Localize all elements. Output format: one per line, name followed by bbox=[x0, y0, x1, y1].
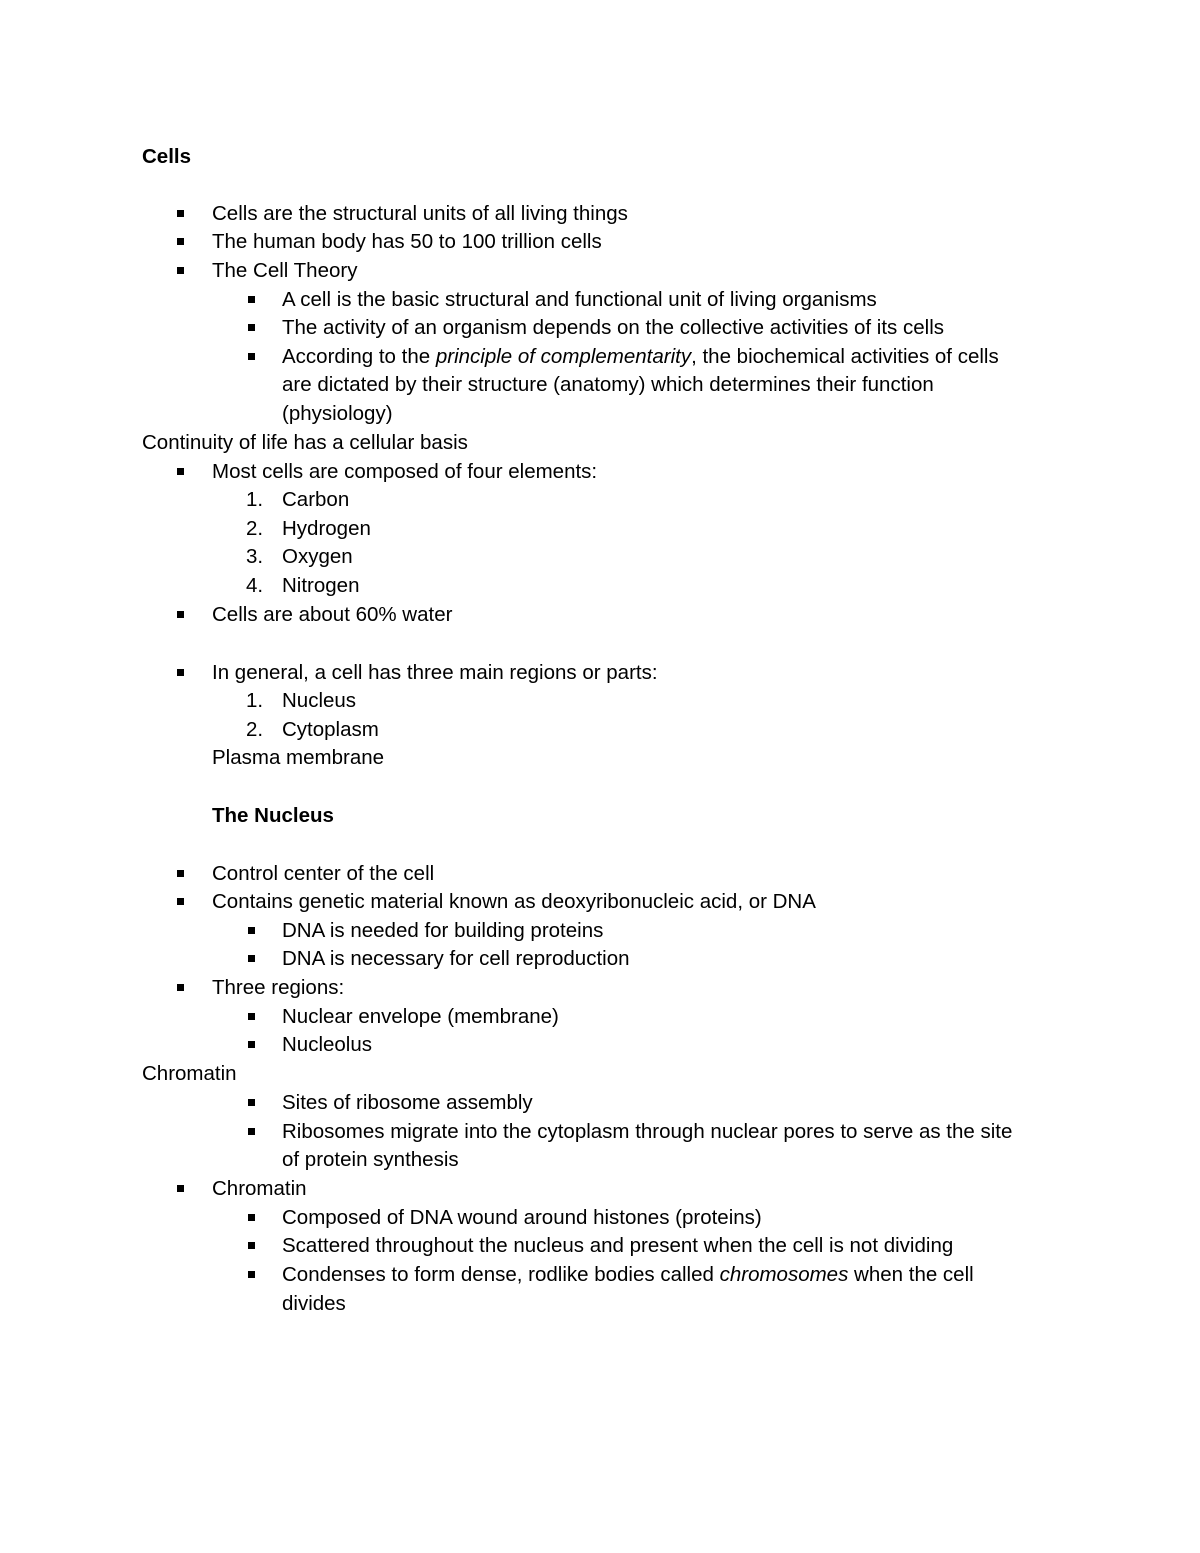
bullet-icon bbox=[177, 669, 184, 676]
list-item: DNA is necessary for cell reproduction bbox=[282, 947, 630, 970]
list-item-continuation: divides bbox=[282, 1292, 346, 1315]
bullet-icon bbox=[248, 1271, 255, 1278]
bullet-icon bbox=[248, 927, 255, 934]
list-item-continuation: are dictated by their structure (anatomy) which determines their function bbox=[282, 373, 934, 396]
text-run: According to the bbox=[282, 345, 436, 368]
list-item: Contains genetic material known as deoxyribonucleic acid, or DNA bbox=[212, 890, 816, 913]
emphasis-term: principle of complementarity bbox=[435, 345, 692, 368]
list-item: The activity of an organism depends on the collective activities of its cells bbox=[282, 316, 945, 339]
list-item: In general, a cell has three main regions or parts: bbox=[212, 661, 658, 684]
list-number: 1. bbox=[246, 689, 264, 712]
bullet-icon bbox=[248, 1128, 255, 1135]
list-item bbox=[282, 343, 999, 371]
list-item: Composed of DNA wound around histones (proteins) bbox=[282, 1206, 762, 1229]
bullet-icon bbox=[177, 870, 184, 877]
bullet-icon bbox=[177, 611, 184, 618]
list-item: Carbon bbox=[282, 488, 350, 511]
bullet-icon bbox=[248, 1041, 255, 1048]
list-item: The human body has 50 to 100 trillion cells bbox=[212, 230, 602, 253]
list-item: Nitrogen bbox=[282, 574, 360, 597]
bullet-icon bbox=[248, 1013, 255, 1020]
list-number: 3. bbox=[246, 545, 264, 568]
list-number: 1. bbox=[246, 488, 264, 511]
bullet-icon bbox=[248, 1099, 255, 1106]
bullet-icon bbox=[248, 296, 255, 303]
bullet-icon bbox=[177, 210, 184, 217]
list-item-continuation: of protein synthesis bbox=[282, 1148, 459, 1171]
list-item: A cell is the basic structural and functional unit of living organisms bbox=[282, 288, 877, 311]
list-item: Cytoplasm bbox=[282, 718, 379, 741]
list-number: 2. bbox=[246, 517, 264, 540]
list-item bbox=[282, 1261, 974, 1289]
text-run: Condenses to form dense, rodlike bodies called bbox=[282, 1263, 720, 1286]
list-item-continuation: (physiology) bbox=[282, 402, 393, 425]
bullet-icon bbox=[248, 353, 255, 360]
list-item: Scattered throughout the nucleus and present when the cell is not dividing bbox=[282, 1234, 954, 1257]
text-run: when the cell bbox=[848, 1263, 974, 1286]
list-item: Ribosomes migrate into the cytoplasm through nuclear pores to serve as the site bbox=[282, 1120, 1013, 1143]
page-title: Cells bbox=[142, 145, 191, 168]
list-item: The Cell Theory bbox=[212, 259, 358, 282]
text-run: , the biochemical activities of cells bbox=[691, 345, 999, 368]
list-item: Control center of the cell bbox=[212, 862, 435, 885]
list-item: Oxygen bbox=[282, 545, 353, 568]
list-item: Cells are the structural units of all living things bbox=[212, 202, 628, 225]
list-item: Three regions: bbox=[212, 976, 345, 999]
bullet-icon bbox=[248, 955, 255, 962]
bullet-icon bbox=[177, 898, 184, 905]
list-item: Hydrogen bbox=[282, 517, 371, 540]
list-item: DNA is needed for building proteins bbox=[282, 919, 604, 942]
list-number: 2. bbox=[246, 718, 264, 741]
emphasis-term: chromosomes bbox=[719, 1263, 849, 1286]
bullet-icon bbox=[248, 1214, 255, 1221]
list-item: Most cells are composed of four elements: bbox=[212, 460, 598, 483]
section-heading: The Nucleus bbox=[212, 804, 334, 827]
bullet-icon bbox=[248, 1242, 255, 1249]
list-item: Plasma membrane bbox=[212, 746, 385, 769]
bullet-icon bbox=[177, 238, 184, 245]
list-item: Chromatin bbox=[212, 1177, 307, 1200]
bullet-icon bbox=[248, 324, 255, 331]
list-item: Nucleolus bbox=[282, 1033, 373, 1056]
list-item: Sites of ribosome assembly bbox=[282, 1091, 533, 1114]
list-item: Nuclear envelope (membrane) bbox=[282, 1005, 559, 1028]
section-line: Continuity of life has a cellular basis bbox=[142, 431, 468, 454]
bullet-icon bbox=[177, 1185, 184, 1192]
bullet-icon bbox=[177, 267, 184, 274]
list-item: Nucleus bbox=[282, 689, 357, 712]
bullet-icon bbox=[177, 984, 184, 991]
section-line: Chromatin bbox=[142, 1062, 237, 1085]
list-number: 4. bbox=[246, 574, 264, 597]
list-item: Cells are about 60% water bbox=[212, 603, 453, 626]
bullet-icon bbox=[177, 468, 184, 475]
